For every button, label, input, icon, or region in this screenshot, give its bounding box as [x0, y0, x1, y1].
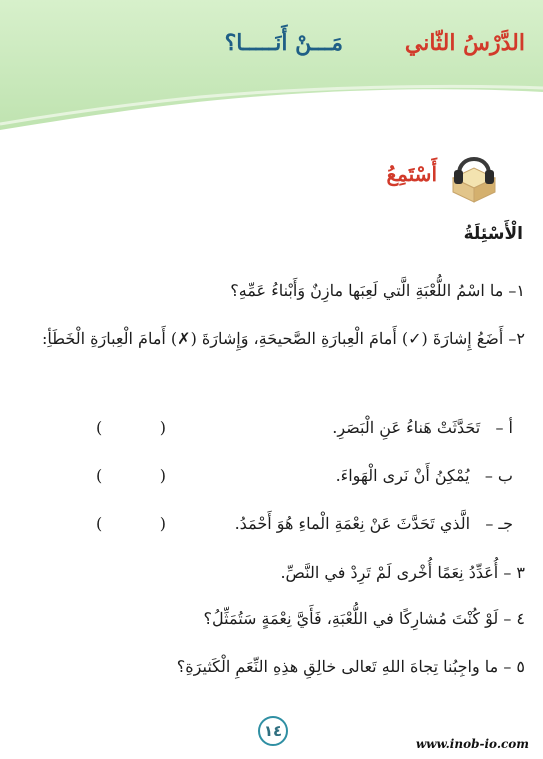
paren-open: ( — [96, 466, 103, 485]
statement-letter: جـ – — [485, 514, 513, 533]
site-url[interactable]: www.inob-io.com — [415, 737, 529, 751]
statement-letter: ب – — [484, 466, 513, 485]
paren-close: ) — [159, 418, 166, 437]
questions-heading: الْأَسْئِلَةُ — [463, 224, 523, 244]
paren-open: ( — [96, 418, 103, 437]
header-band — [0, 0, 543, 135]
question-1: ١– ما اسْمُ اللُّعْبَةِ الَّتي لَعِبَها مازِنٌ وَأَبْناءُ عَمِّهِ؟ — [230, 281, 525, 300]
question-4: ٤ – لَوْ كُنْتَ مُشارِكًا في اللُّعْبَةِ، فَأَيَّ نِعْمَةٍ سَتُمَثِّلُ؟ — [203, 609, 525, 628]
page-number: ١٤ — [258, 716, 288, 746]
listen-section — [373, 148, 503, 208]
paren-close: ) — [159, 514, 166, 533]
paren-open: ( — [96, 514, 103, 533]
headphones-icon — [445, 148, 503, 206]
answer-box-b[interactable] — [96, 466, 166, 485]
statement-text: الَّذي تَحَدَّثَ عَنْ نِعْمَةِ الْماءِ هُوَ أَحْمَدُ. — [234, 514, 471, 533]
paren-close: ) — [159, 466, 166, 485]
statement-text: تَحَدَّثَتْ هَناءُ عَنِ الْبَصَرِ. — [332, 418, 481, 437]
question-2: ٢– أَضَعُ إِشارَةَ (✓) أَمامَ الْعِبارَةِ الصَّحيحَةِ، وَإِشارَةَ (✗) أَمامَ الْعِبارَةِ الْخَطَأِ: — [41, 329, 525, 348]
listen-label: أَسْتَمِعُ — [386, 162, 437, 186]
statement-text: يُمْكِنُ أَنْ نَرى الْهَواءَ. — [335, 466, 470, 485]
question-3: ٣ – أُعَدِّدُ نِعَمًا أُخْرى لَمْ تَرِدْ في النَّصِّ. — [280, 563, 525, 582]
answer-box-a[interactable] — [96, 418, 166, 437]
answer-box-c[interactable] — [96, 514, 166, 533]
lesson-label: الدَّرْسُ الثّاني — [404, 30, 525, 56]
statement-letter: أ – — [495, 418, 513, 437]
question-5: ٥ – ما واجِبُنا تِجاهَ اللهِ تَعالى خالِقِ هذِهِ النِّعَمِ الْكَثيرَةِ؟ — [176, 657, 525, 676]
lesson-title: مَـــنْ أَنَـــــا؟ — [224, 30, 343, 56]
